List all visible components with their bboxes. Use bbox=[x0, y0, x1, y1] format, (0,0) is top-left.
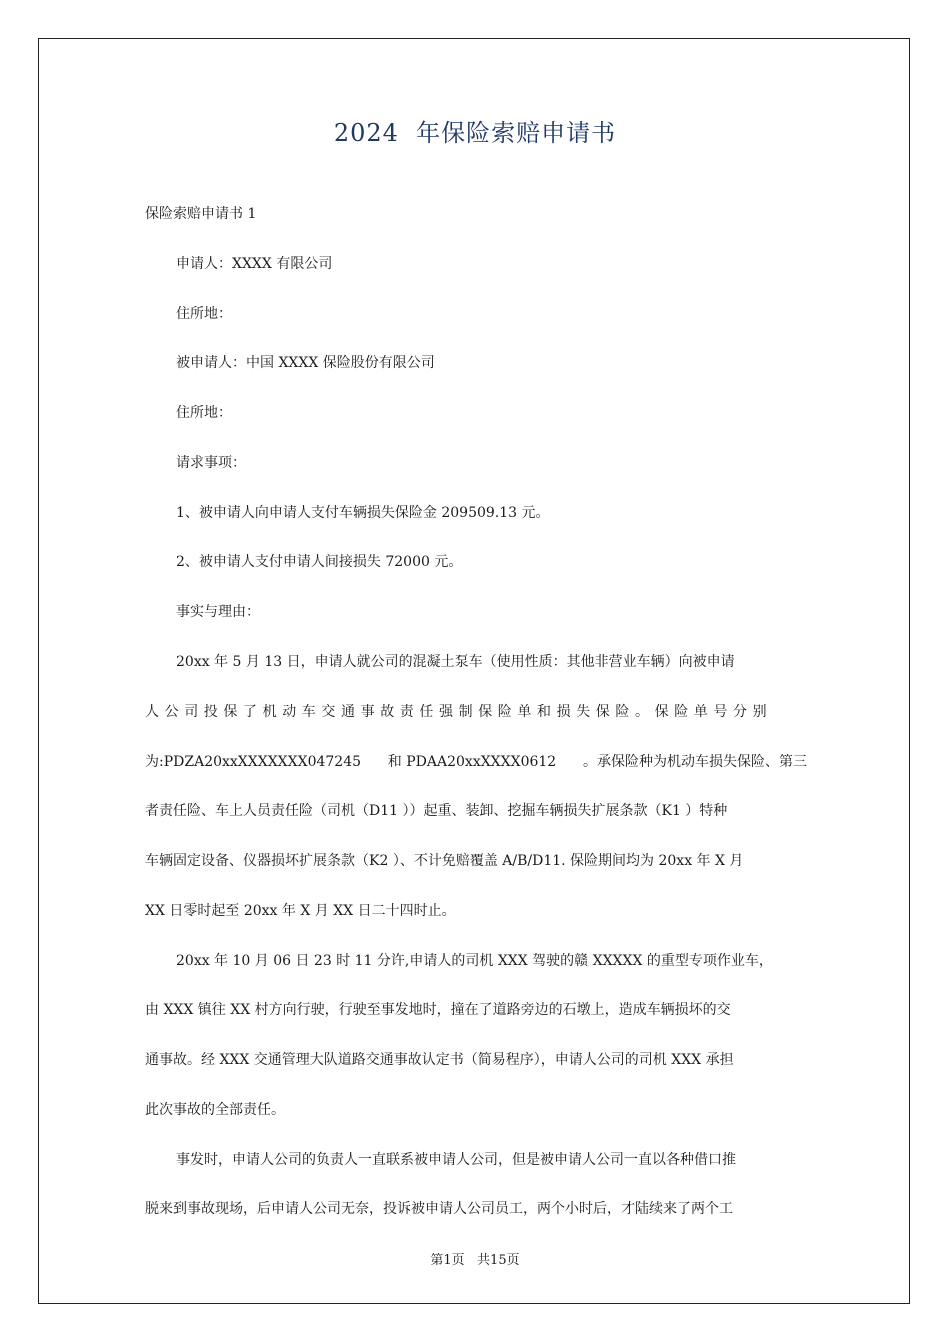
paragraph-3-line-2: 脱来到事故现场，后申请人公司无奈，投诉被申请人公司员工，两个小时后，才陆续来了两个工 bbox=[145, 1201, 733, 1217]
paragraph-1-line-3-tail: 。承保险种为机动车损失保险、第三 bbox=[583, 754, 807, 770]
paragraph-3-line-1: 事发时，申请人公司的负责人一直联系被申请人公司，但是被申请人公司一直以各种借口推 bbox=[176, 1152, 736, 1168]
paragraph-2-line-3: 通事故。经 XXX 交通管理大队道路交通事故认定书（简易程序），申请人公司的司机 XXX 承担 bbox=[145, 1052, 734, 1068]
applicant-address-line: 住所地： bbox=[176, 306, 232, 322]
paragraph-2-line-4: 此次事故的全部责任。 bbox=[145, 1102, 285, 1118]
claim-item-1: 1、被申请人向申请人支付车辆损失保险金 209509.13 元。 bbox=[176, 505, 550, 521]
paragraph-1-line-5: 车辆固定设备、仪器损坏扩展条款（K2 ）、不计免赔覆盖 A/B/D11. 保险期间均为 20xx 年 X 月 bbox=[145, 853, 744, 869]
applicant-line: 申请人：XXXX 有限公司 bbox=[176, 256, 333, 272]
document-title: 2024 年保险索赔申请书 bbox=[333, 119, 617, 147]
paragraph-1-line-2: 人公司投保了机动车交通事故责任强制保险单和损失保险。保险单号分别 bbox=[145, 704, 773, 720]
facts-heading: 事实与理由： bbox=[176, 604, 260, 620]
paragraph-1-line-1: 20xx 年 5 月 13 日，申请人就公司的混凝土泵车（使用性质：其他非营业车辆）向被申请 bbox=[176, 654, 735, 670]
respondent-address-line: 住所地： bbox=[176, 405, 232, 421]
claims-heading: 请求事项： bbox=[176, 455, 246, 471]
policy-number-2: 和 PDAA20xxXXXX0612 bbox=[387, 754, 557, 770]
page-indicator: 第1页 共15页 bbox=[430, 1253, 520, 1268]
section-heading: 保险索赔申请书 1 bbox=[145, 206, 257, 222]
paragraph-1-line-6: XX 日零时起至 20xx 年 X 月 XX 日二十四时止。 bbox=[145, 903, 456, 919]
paragraph-2-line-2: 由 XXX 镇往 XX 村方向行驶，行驶至事发地时，撞在了道路旁边的石墩上，造成车辆损坏的交 bbox=[145, 1002, 731, 1018]
paragraph-2-line-1: 20xx 年 10 月 06 日 23 时 11 分许,申请人的司机 XXX 驾驶的赣 XXXXX 的重型专项作业车， bbox=[176, 953, 773, 969]
paragraph-1-line-3 bbox=[145, 752, 807, 772]
policy-number-1: 为:PDZA20xxXXXXXXX047245 bbox=[145, 754, 362, 770]
respondent-line: 被申请人：中国 XXXX 保险股份有限公司 bbox=[176, 355, 435, 371]
claim-item-2: 2、被申请人支付申请人间接损失 72000 元。 bbox=[176, 554, 463, 570]
paragraph-1-line-4: 者责任险、车上人员责任险（司机（D11 ））起重、装卸、挖掘车辆损失扩展条款（K1 ）特种 bbox=[145, 803, 728, 819]
